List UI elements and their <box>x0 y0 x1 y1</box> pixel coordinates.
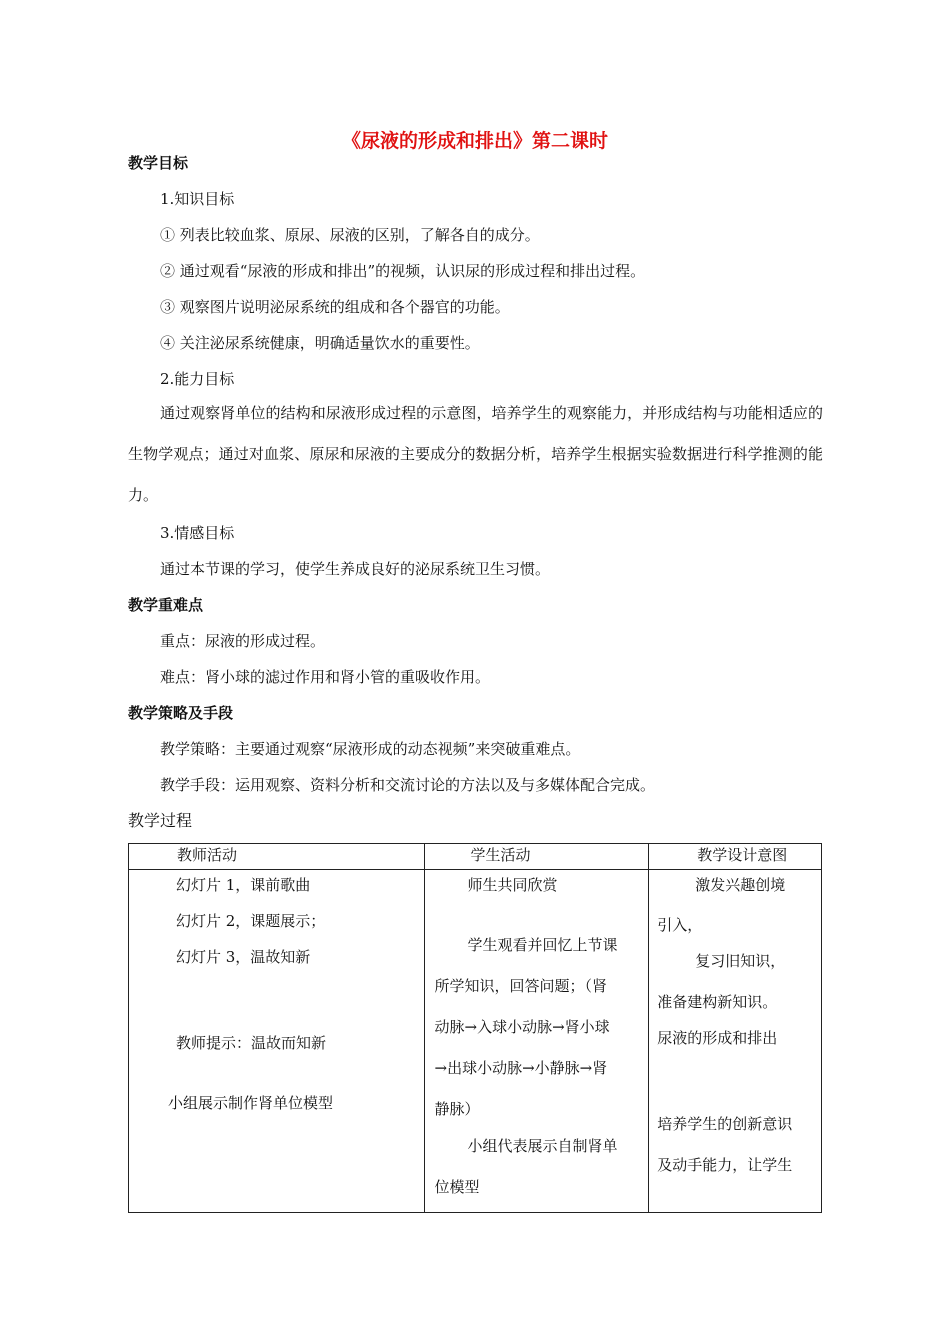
strategy-heading: 教学策略及手段 <box>128 704 234 722</box>
student-line: 小组代表展示自制肾单 <box>467 1137 618 1155</box>
process-table <box>128 843 822 1213</box>
teacher-line: 幻灯片 2，课题展示； <box>176 912 326 930</box>
teacher-line: 幻灯片 1，课前歌曲 <box>176 876 311 894</box>
ability-heading: 2.能力目标 <box>160 370 235 388</box>
strategy-text: 教学策略：主要通过观察“尿液形成的动态视频”来突破重难点。 <box>160 740 581 758</box>
knowledge-item: ② 通过观看“尿液的形成和排出”的视频，认识尿的形成过程和排出过程。 <box>160 262 646 280</box>
teacher-line: 小组展示制作肾单位模型 <box>168 1094 334 1112</box>
student-line: 动脉→入球小动脉→肾小球 <box>434 1018 610 1036</box>
student-activity-cell <box>424 870 649 1213</box>
knowledge-item: ③ 观察图片说明泌尿系统的组成和各个器官的功能。 <box>160 298 510 316</box>
table-header-row <box>129 844 822 870</box>
knowledge-item: ④ 关注泌尿系统健康，明确适量饮水的重要性。 <box>160 334 480 352</box>
student-line: 师生共同欣赏 <box>467 876 558 894</box>
student-line: 静脉） <box>434 1100 480 1118</box>
difficulty-text: 难点：肾小球的滤过作用和肾小管的重吸收作用。 <box>160 668 491 686</box>
design-line: 尿液的形成和排出 <box>657 1029 778 1047</box>
table-header-design: 教学设计意图 <box>649 844 822 870</box>
design-line: 培养学生的创新意识 <box>657 1115 793 1133</box>
table-header-student: 学生活动 <box>424 844 649 870</box>
design-intent-cell <box>649 870 822 1213</box>
process-heading: 教学过程 <box>128 811 193 830</box>
emotion-paragraph: 通过本节课的学习，使学生养成良好的泌尿系统卫生习惯。 <box>160 560 551 578</box>
knowledge-heading: 1.知识目标 <box>160 190 235 208</box>
student-line: 学生观看并回忆上节课 <box>467 936 618 954</box>
table-header-teacher: 教师活动 <box>129 844 425 870</box>
emotion-heading: 3.情感目标 <box>160 524 235 542</box>
ability-paragraph: 通过观察肾单位的结构和尿液形成过程的示意图，培养学生的观察能力，并形成结构与功能相适应的生物学观点；通过对血浆、原尿和尿液的主要成分的数据分析，培养学生根据实验数据进行科学推测的能力。 <box>128 404 823 504</box>
design-line: 引入， <box>657 916 703 934</box>
table-row <box>129 870 822 1213</box>
design-line: 准备建构新知识。 <box>657 993 778 1011</box>
document-title: 《尿液的形成和排出》第二课时 <box>341 130 608 152</box>
design-line: 复习旧知识， <box>695 952 786 970</box>
teacher-line: 幻灯片 3，温故知新 <box>176 948 311 966</box>
knowledge-item: ① 列表比较血浆、原尿、尿液的区别，了解各自的成分。 <box>160 226 540 244</box>
keypoints-heading: 教学重难点 <box>128 596 204 614</box>
student-line: →出球小动脉→小静脉→肾 <box>434 1059 608 1077</box>
teacher-activity-cell <box>129 870 425 1213</box>
design-line: 及动手能力，让学生 <box>657 1156 793 1174</box>
student-line: 所学知识，回答问题；（肾 <box>434 977 608 995</box>
student-line: 位模型 <box>434 1178 480 1196</box>
design-line: 激发兴趣创境 <box>695 876 786 894</box>
means-text: 教学手段：运用观察、资料分析和交流讨论的方法以及与多媒体配合完成。 <box>160 776 656 794</box>
goals-heading: 教学目标 <box>128 154 189 172</box>
keypoint-text: 重点：尿液的形成过程。 <box>160 632 326 650</box>
teacher-line: 教师提示：温故而知新 <box>176 1034 327 1052</box>
